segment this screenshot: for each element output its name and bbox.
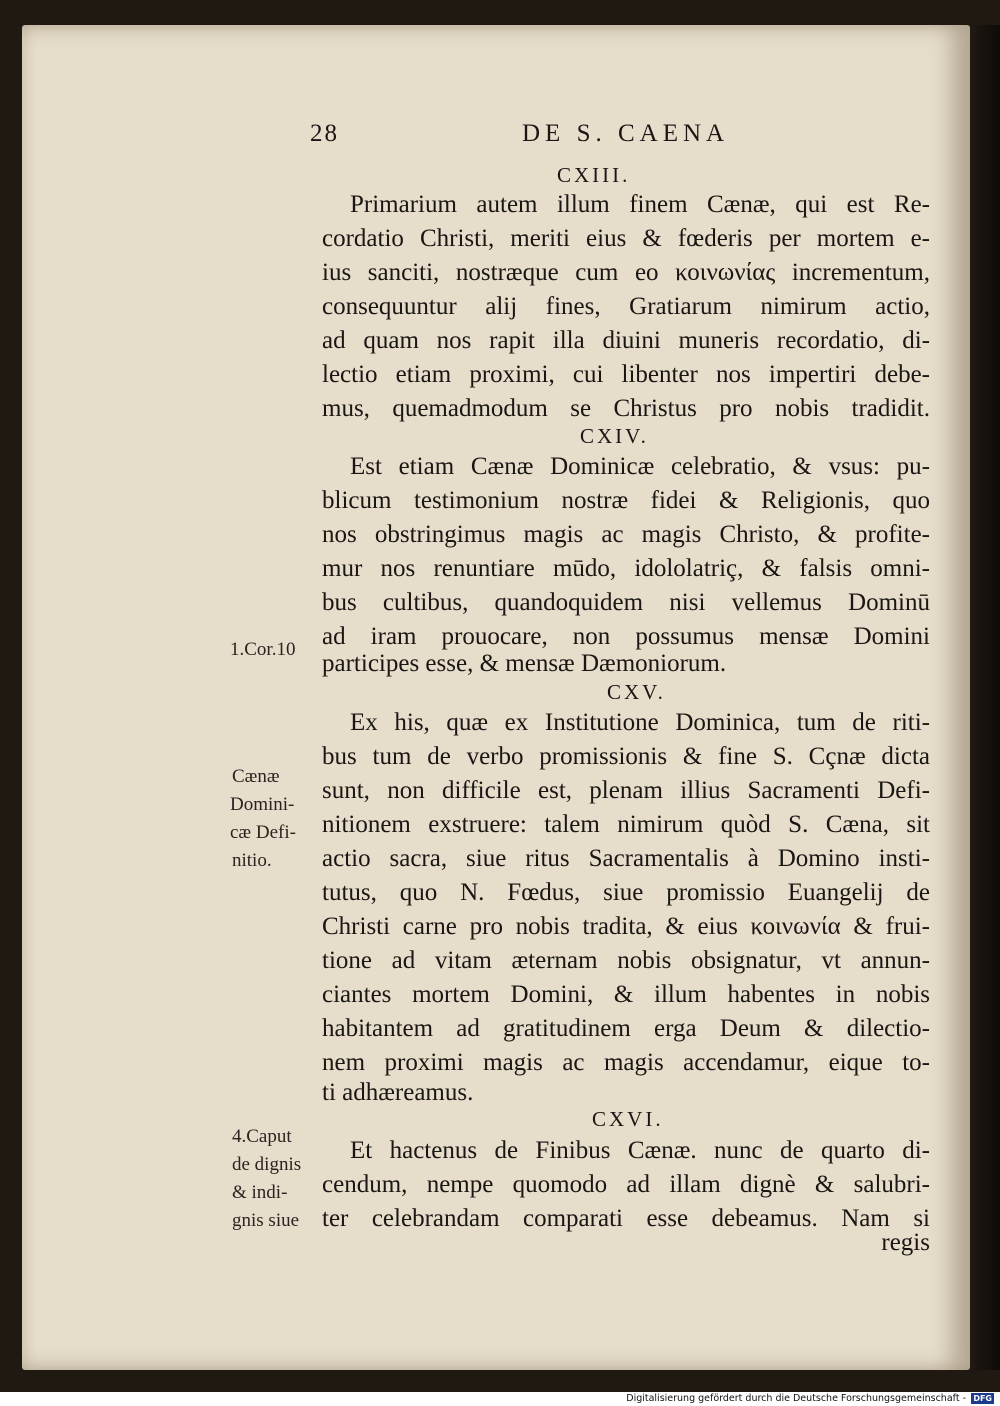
- text-line: ti adhæreamus.: [322, 1079, 474, 1106]
- text-line: cordatio Christi, meriti eius & fœderis per mortem e-: [322, 225, 930, 252]
- page-number: 28: [310, 120, 339, 147]
- text-line: Est etiam Cænæ Dominicæ celebratio, & vsus: pu-: [350, 453, 930, 480]
- text-line: ad iram prouocare, non possumus mensæ Domini: [322, 623, 930, 650]
- running-title: DE S. CAENA: [522, 120, 730, 147]
- margin-note: nitio.: [232, 850, 272, 871]
- text-line: Et hactenus de Finibus Cænæ. nunc de quarto di-: [350, 1137, 930, 1164]
- margin-note: & indi-: [232, 1182, 288, 1203]
- text-line: participes esse, & mensæ Dæmoniorum.: [322, 650, 727, 677]
- margin-note: 4.Caput: [232, 1126, 292, 1147]
- section-number: CXIV.: [580, 424, 649, 448]
- margin-note: gnis siue: [232, 1210, 300, 1231]
- margin-note: de dignis: [232, 1154, 302, 1175]
- margin-note: 1.Cor.10: [230, 639, 296, 660]
- text-line: habitantem ad gratitudinem erga Deum & dilectio-: [322, 1015, 930, 1042]
- dfg-logo: DFG: [973, 1394, 992, 1403]
- text-line: lectio etiam proximi, cui libenter nos impertiri debe-: [322, 361, 930, 388]
- text-line: Ex his, quæ ex Institutione Dominica, tum de riti-: [350, 709, 930, 736]
- text-line: nem proximi magis ac magis accendamur, eique to-: [322, 1049, 930, 1076]
- margin-note: Cænæ: [232, 766, 280, 787]
- text-line: bus tum de verbo promissionis & fine S. Cçnæ dicta: [322, 743, 930, 770]
- text-line: Christi carne pro nobis tradita, & eius κοινωνία & frui-: [322, 913, 930, 940]
- text-line: ciantes mortem Domini, & illum habentes in nobis: [322, 981, 930, 1008]
- text-line: blicum testimonium nostræ fidei & Religionis, quo: [322, 487, 930, 514]
- footer-credit: Digitalisierung gefördert durch die Deutsche Forschungsgemeinschaft -: [626, 1393, 966, 1404]
- text-line: mus, quemadmodum se Christus pro nobis tradidit.: [322, 395, 930, 422]
- text-line: cendum, nempe quomodo ad illam dignè & salubri-: [322, 1171, 930, 1198]
- text-line: ter celebrandam comparati esse debeamus. Nam si: [322, 1205, 930, 1232]
- text-line: ad quam nos rapit illa diuini muneris recordatio, di-: [322, 327, 930, 354]
- footer-bar: [0, 1392, 1000, 1406]
- section-number: CXVI.: [592, 1107, 664, 1131]
- catchword: regis: [881, 1229, 930, 1256]
- text-line: nos obstringimus magis ac magis Christo, & profite-: [322, 521, 930, 548]
- text-line: nitionem exstruere: talem nimirum quòd S. Cæna, sit: [322, 811, 930, 838]
- text-line: bus cultibus, quandoquidem nisi vellemus Dominū: [322, 589, 930, 616]
- text-line: actio sacra, siue ritus Sacramentalis à Domino insti-: [322, 845, 930, 872]
- text-line: tutus, quo N. Fœdus, siue promissio Euangelij de: [322, 879, 930, 906]
- section-number: CXIII.: [557, 163, 631, 187]
- text-line: tione ad vitam æternam nobis obsignatur, vt annun-: [322, 947, 930, 974]
- margin-note: cæ Defi-: [230, 822, 296, 843]
- margin-note: Domini-: [230, 794, 295, 815]
- text-line: ius sanciti, nostræque cum eo κοινωνίας incrementum,: [322, 259, 930, 286]
- text-line: consequuntur alij fines, Gratiarum nimirum actio,: [322, 293, 930, 320]
- section-number: CXV.: [607, 680, 666, 704]
- text-line: mur nos renuntiare mūdo, idololatriç, & falsis omni-: [322, 555, 930, 582]
- text-line: sunt, non difficile est, plenam illius Sacramenti Defi-: [322, 777, 930, 804]
- text-line: Primarium autem illum finem Cænæ, qui est Re-: [350, 191, 930, 218]
